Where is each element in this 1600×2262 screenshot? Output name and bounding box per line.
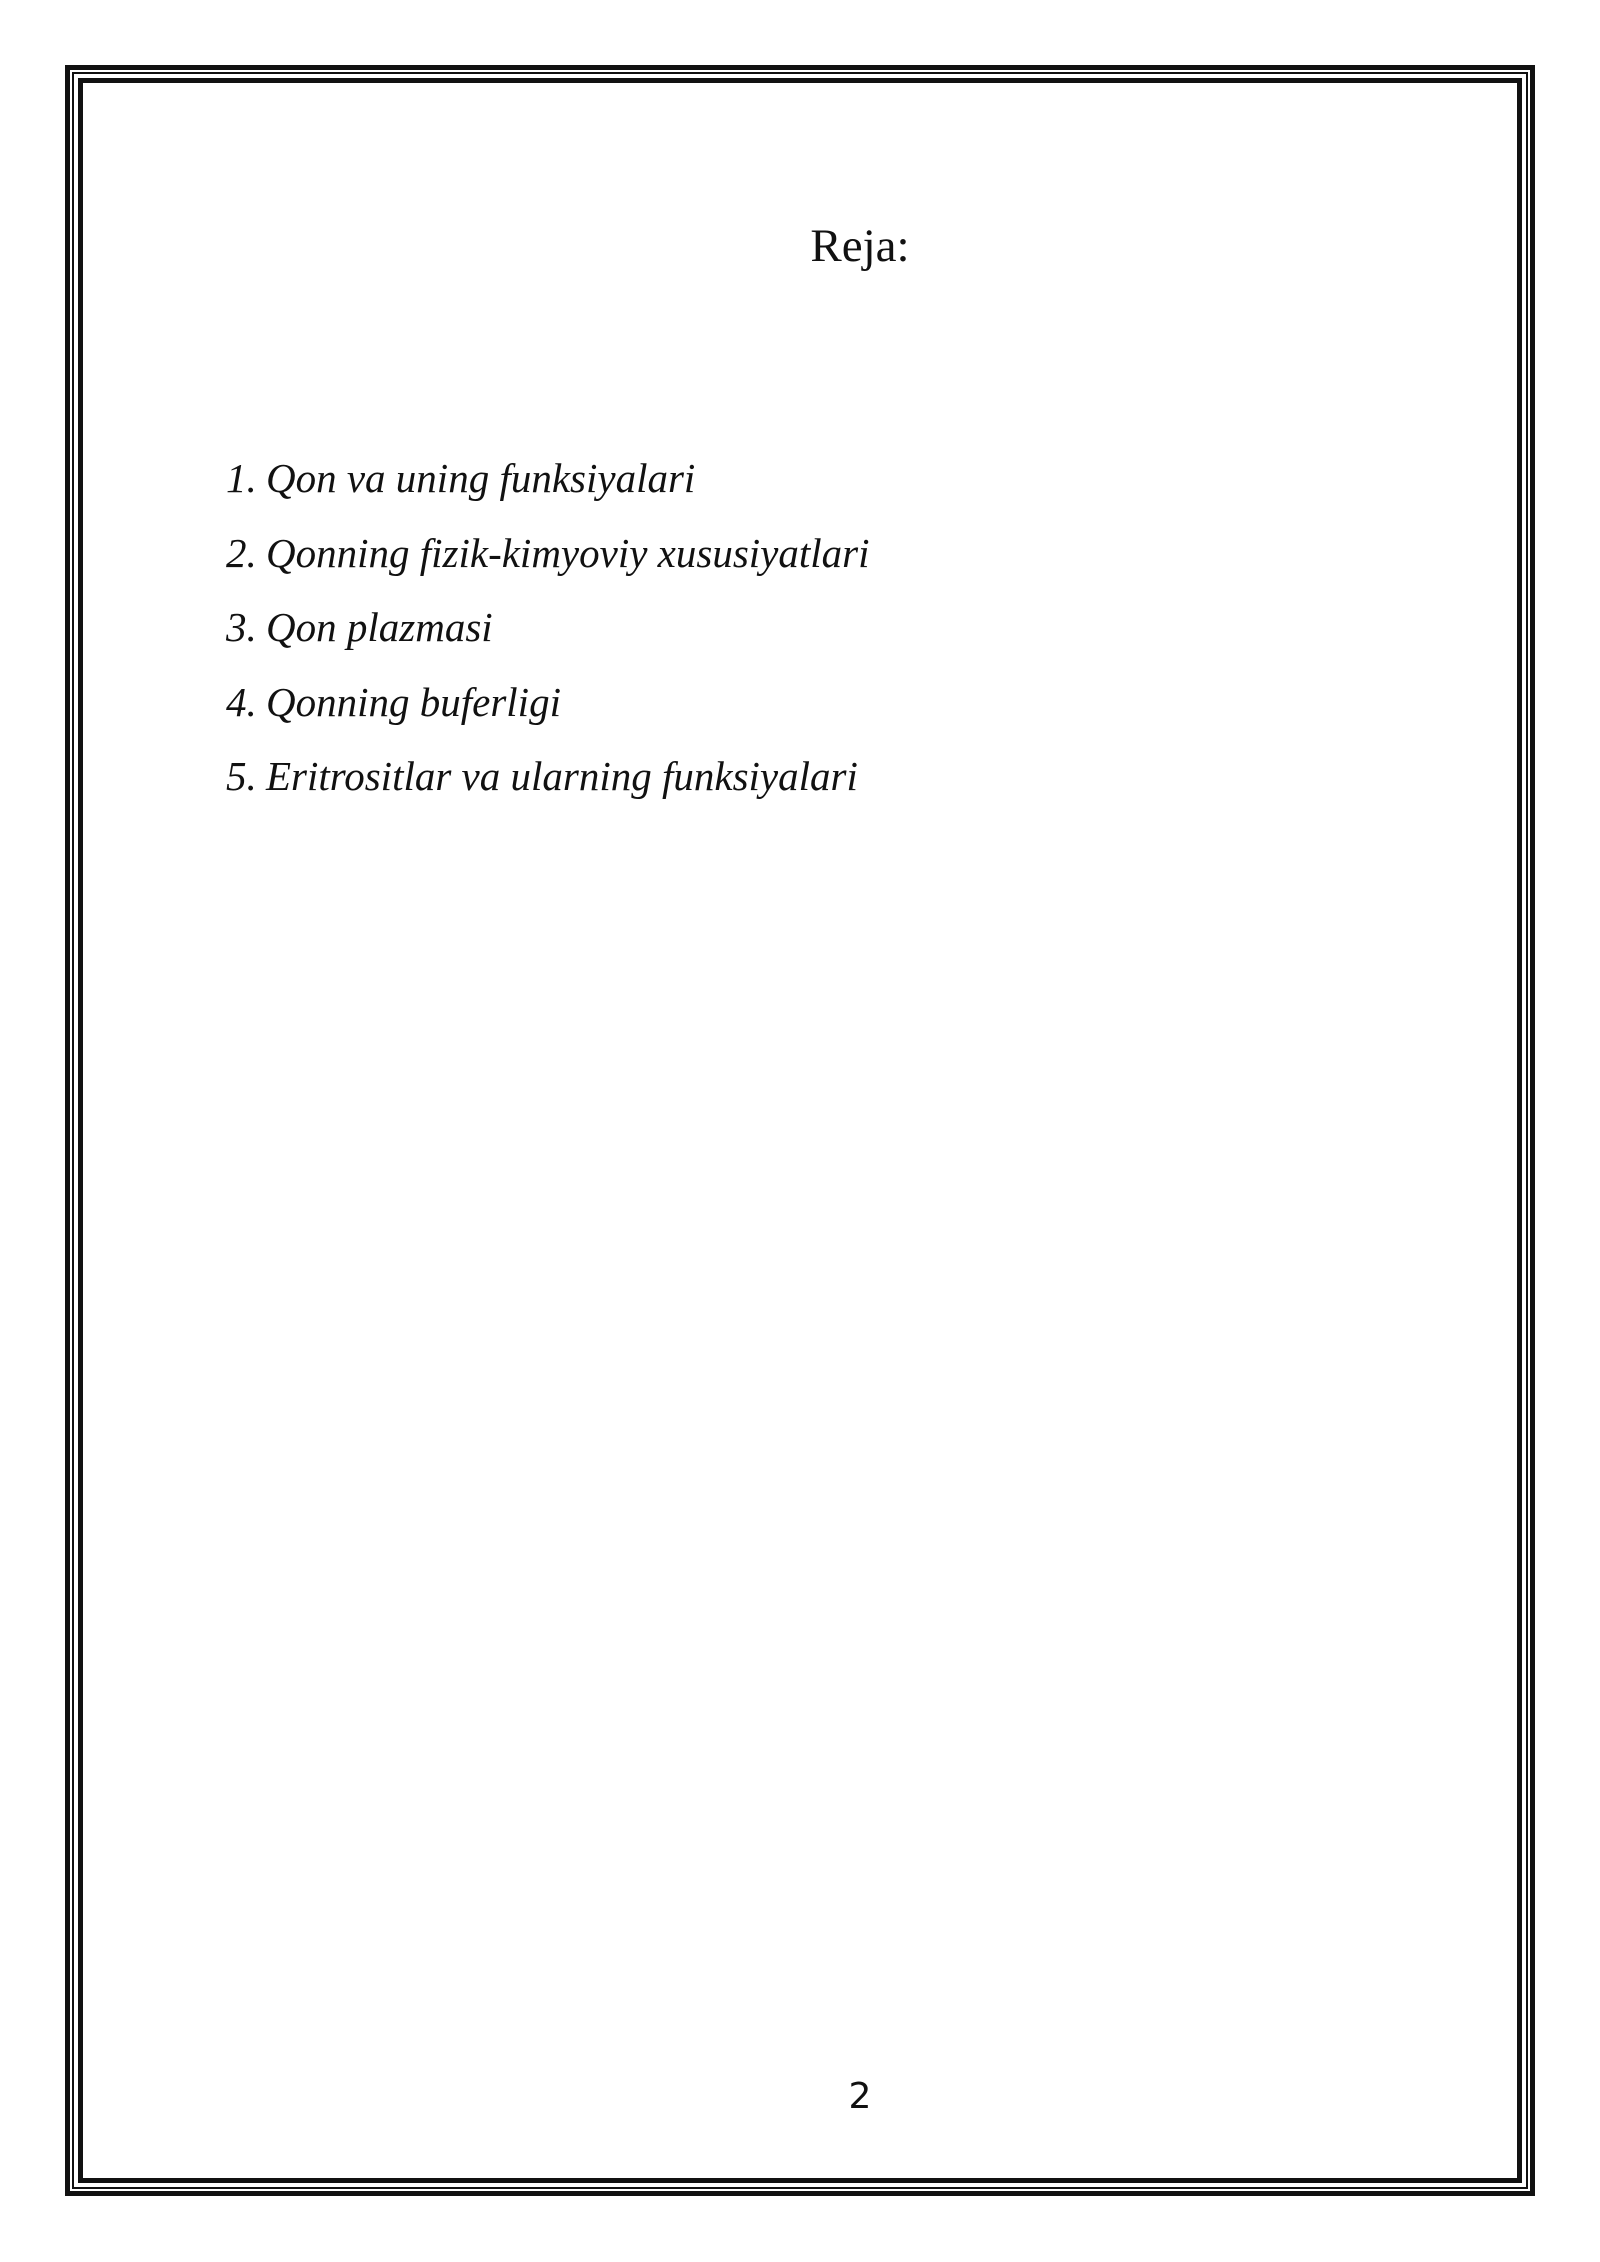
plan-item-3 (226, 597, 870, 672)
plan-item-text: Qonning fizik-kimyoviy xususiyatlari (266, 529, 870, 576)
page-border-inner (78, 78, 1522, 2183)
page-title: Reja: (810, 220, 910, 272)
page-number: 2 (848, 2076, 872, 2117)
plan-item-number: 5. (226, 753, 257, 799)
plan-item-2 (226, 523, 870, 598)
plan-list (226, 448, 870, 821)
plan-item-text: Qon plazmasi (266, 604, 493, 650)
plan-item-text: Eritrositlar va ularning funksiyalari (266, 753, 858, 799)
plan-item-5 (226, 746, 870, 821)
plan-item-number: 1. (226, 455, 257, 501)
plan-item-1 (226, 448, 870, 523)
plan-item-number: 2. (226, 529, 257, 576)
plan-item-number: 3. (226, 604, 257, 650)
plan-item-4 (226, 672, 870, 747)
plan-item-text: Qon va uning funksiyalari (266, 455, 696, 501)
plan-item-text: Qonning buferligi (266, 678, 561, 725)
plan-item-number: 4. (226, 678, 257, 725)
